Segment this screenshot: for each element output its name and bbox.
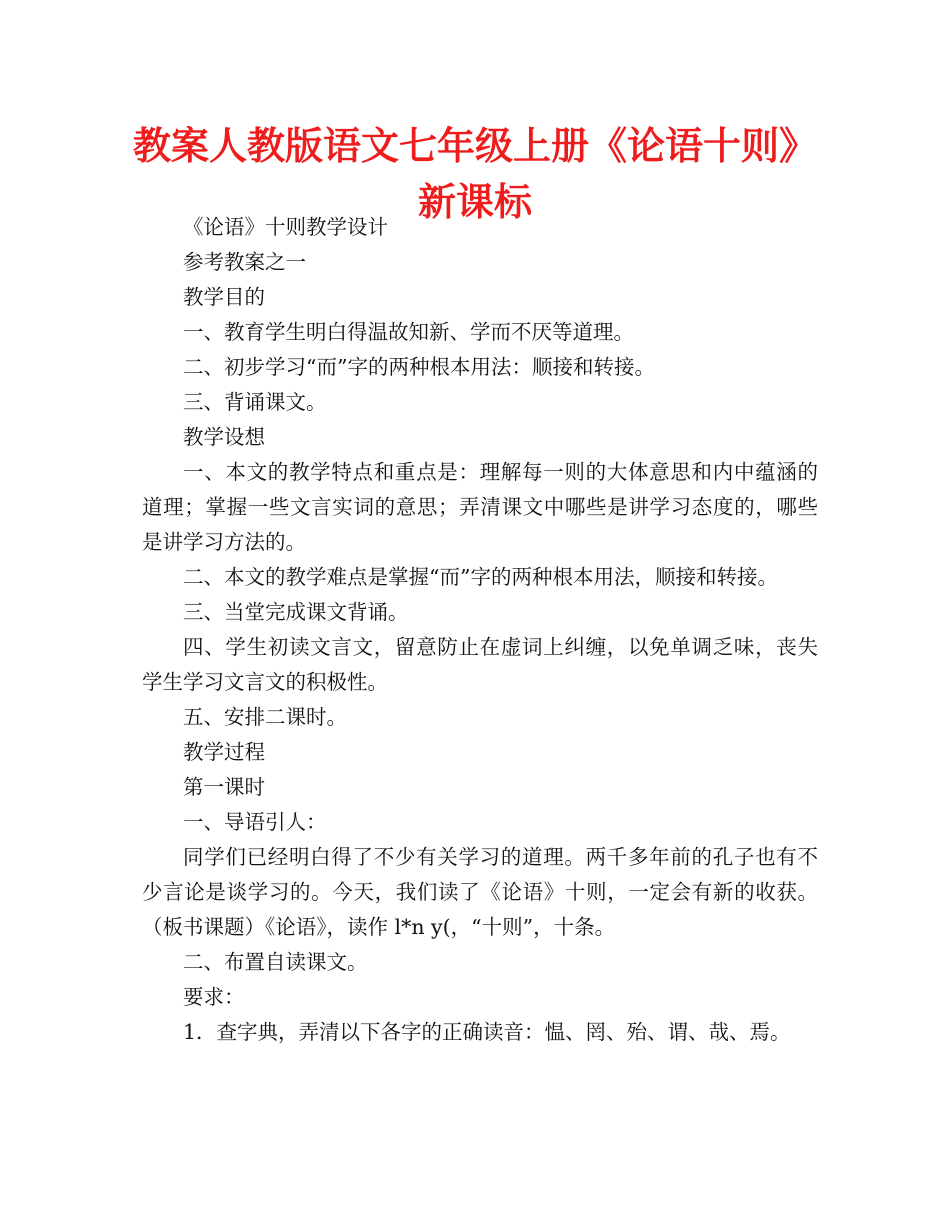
paragraph-intro-text: 同学们已经明白得了不少有关学习的道理。两千多年前的孔子也有不少言论是谈学习的。今天，我们读了《论语》十则，一定会有新的收获。（板书课题）《论语》，读作 l*n y(，“十则”，十条。 <box>142 845 818 939</box>
document-title: 教案人教版语文七年级上册《论语十则》新课标 <box>132 124 817 224</box>
paragraph-idea-2: 二、本文的教学难点是掌握“而”字的两种根本用法，顺接和转接。 <box>183 565 778 589</box>
paragraph-design-title: 《论语》十则教学设计 <box>183 215 388 239</box>
paragraph-requirement-1: 1．查字典，弄清以下各字的正确读音：愠、罔、殆、谓、哉、焉。 <box>183 1020 791 1044</box>
paragraph-goal-1: 一、教育学生明白得温故知新、学而不厌等道理。 <box>183 320 634 344</box>
paragraph-intro-heading: 一、导语引人： <box>183 810 327 834</box>
paragraph-goal-2: 二、初步学习“而”字的两种根本用法：顺接和转接。 <box>183 355 655 379</box>
paragraph-self-reading: 二、布置自读课文。 <box>183 950 368 974</box>
heading-teaching-goals: 教学目的 <box>183 285 265 309</box>
heading-teaching-process: 教学过程 <box>183 740 265 764</box>
heading-teaching-ideas: 教学设想 <box>183 425 265 449</box>
paragraph-idea-3: 三、当堂完成课文背诵。 <box>183 600 409 624</box>
heading-first-lesson: 第一课时 <box>183 775 265 799</box>
paragraph-idea-4: 四、学生初读文言文，留意防止在虚词上纠缠，以免单调乏味，丧失学生学习文言文的积极性。 <box>142 635 818 694</box>
paragraph-requirements: 要求： <box>183 985 245 1009</box>
paragraph-goal-3: 三、背诵课文。 <box>183 390 327 414</box>
paragraph-idea-1: 一、本文的教学特点和重点是：理解每一则的大体意思和内中蕴涵的道理；掌握一些文言实词的意思；弄清课文中哪些是讲学习态度的，哪些是讲学习方法的。 <box>142 460 818 554</box>
paragraph-idea-5: 五、安排二课时。 <box>183 705 347 729</box>
paragraph-reference: 参考教案之一 <box>183 250 306 274</box>
document-body <box>142 210 818 1050</box>
